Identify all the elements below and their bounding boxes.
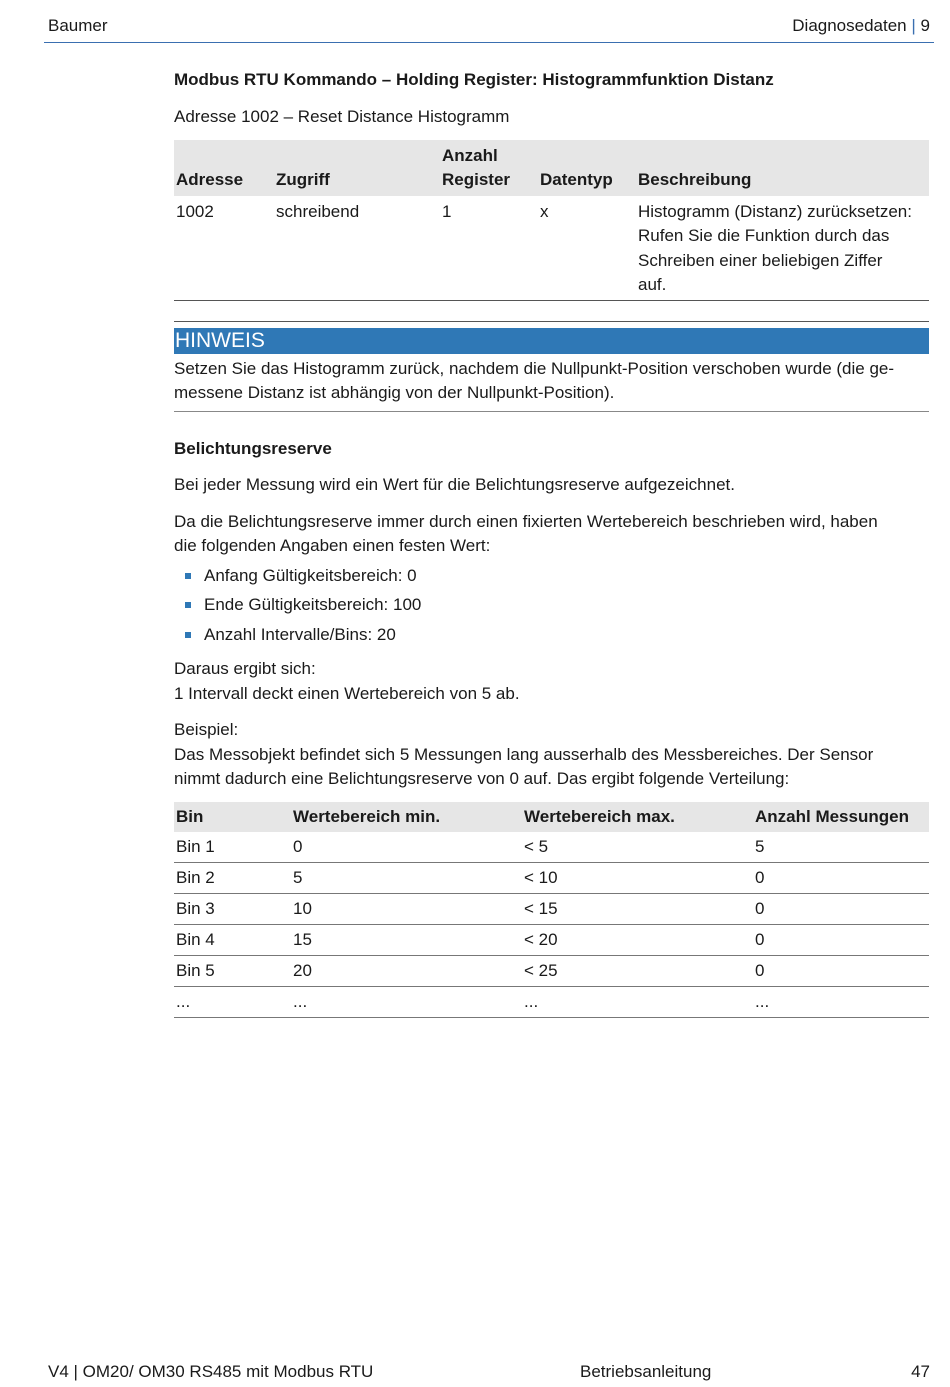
bullet-icon — [185, 632, 191, 638]
col-header-min: Wertebereich min. — [291, 802, 522, 832]
bin-table — [174, 802, 929, 1018]
result-paragraph — [174, 657, 929, 706]
cell-max: < 5 — [522, 832, 753, 863]
cell-bin: Bin 5 — [174, 955, 291, 986]
page-number: 47 — [911, 1362, 930, 1381]
col-header-max: Wertebereich max. — [522, 802, 753, 832]
cell-datentyp: x — [540, 201, 549, 221]
cell-min: 5 — [291, 862, 522, 893]
cell-bin: Bin 3 — [174, 893, 291, 924]
hinweis-text — [174, 357, 929, 406]
table-row — [174, 862, 929, 893]
hinweis-title: HINWEIS — [174, 328, 929, 354]
paragraph — [174, 510, 929, 559]
cell-count: 0 — [753, 955, 929, 986]
belichtungsreserve-heading: Belichtungsreserve — [174, 438, 332, 458]
list-item — [174, 561, 929, 591]
paragraph-line: Beispiel: — [174, 720, 239, 739]
footer-document-type: Betriebsanleitung — [580, 1362, 712, 1381]
hinweis-box — [174, 321, 929, 412]
paragraph-line: 1 Intervall deckt einen Wertebereich von 5 ab. — [174, 683, 520, 703]
beschreibung-line: auf. — [638, 275, 667, 294]
paragraph-line: Das Messobjekt befindet sich 5 Messungen lang ausserhalb des Messbereiches. Der Sensor — [174, 744, 874, 764]
list-item — [174, 590, 929, 620]
cell-bin: Bin 4 — [174, 924, 291, 955]
header-brand: Baumer — [48, 16, 108, 35]
header-title: Diagnosedaten — [792, 16, 907, 35]
hinweis-line: Setzen Sie das Histogramm zurück, nachdem die Nullpunkt-Position verschoben wurde (die ge- — [174, 358, 895, 378]
col-header-adresse: Adresse — [174, 140, 274, 196]
list-item-text: Anfang Gültigkeitsbereich: 0 — [204, 565, 417, 585]
cell-bin: Bin 2 — [174, 862, 291, 893]
cell-min: 0 — [291, 832, 522, 863]
bullet-list — [174, 561, 929, 650]
beschreibung-line: Rufen Sie die Funktion durch das — [638, 226, 890, 245]
table-row — [174, 893, 929, 924]
list-item-text: Anzahl Intervalle/Bins: 20 — [204, 624, 396, 644]
cell-count: 0 — [753, 893, 929, 924]
cell-bin: ... — [174, 986, 291, 1017]
table-row — [174, 832, 929, 863]
header-separator: | — [911, 16, 916, 35]
paragraph: Bei jeder Messung wird ein Wert für die Belichtungsreserve aufgezeichnet. — [174, 475, 735, 494]
col-header-datentyp: Datentyp — [538, 140, 636, 196]
col-header-bin: Bin — [174, 802, 291, 832]
paragraph-line: Daraus ergibt sich: — [174, 659, 316, 678]
cell-bin: Bin 1 — [174, 832, 291, 863]
cell-min: 15 — [291, 924, 522, 955]
paragraph-line: Da die Belichtungsreserve immer durch einen fixierten Wertebereich beschrieben wird, haben — [174, 511, 878, 531]
table-header-row — [174, 140, 929, 196]
cell-count: ... — [753, 986, 929, 1017]
table-row — [174, 196, 929, 301]
list-item — [174, 620, 929, 650]
cell-max: ... — [522, 986, 753, 1017]
cell-count: 0 — [753, 862, 929, 893]
hinweis-line: messene Distanz ist abhängig von der Nullpunkt-Position). — [174, 383, 615, 402]
bullet-icon — [185, 602, 191, 608]
footer-document-id: V4 | OM20/ OM30 RS485 mit Modbus RTU — [48, 1362, 374, 1381]
header-chapter-number: 9 — [920, 16, 930, 35]
paragraph-line: nimmt dadurch eine Belichtungsreserve von 0 auf. Das ergibt folgende Verteilung: — [174, 769, 790, 788]
paragraph-line: die folgenden Angaben einen festen Wert: — [174, 536, 491, 555]
col-header-register: Register — [442, 169, 511, 189]
header-chapter — [792, 16, 930, 36]
cell-anzahl: 1 — [442, 201, 452, 221]
col-header-beschreibung: Beschreibung — [636, 140, 929, 196]
section-heading: Modbus RTU Kommando – Holding Register: Histogrammfunktion Distanz — [174, 70, 774, 89]
cell-zugriff: schreibend — [276, 201, 360, 221]
col-header-zugriff: Zugriff — [274, 140, 440, 196]
beschreibung-line: Schreiben einer beliebigen Ziffer — [638, 250, 883, 270]
cell-min: 10 — [291, 893, 522, 924]
col-header-anzahl-register — [440, 140, 538, 196]
cell-count: 5 — [753, 832, 929, 863]
table-header-row — [174, 802, 929, 832]
col-header-anzahl-messungen: Anzahl Messungen — [753, 802, 929, 832]
cell-adresse: 1002 — [176, 201, 214, 221]
col-header-anzahl: Anzahl — [442, 145, 498, 165]
cell-max: < 25 — [522, 955, 753, 986]
example-paragraph — [174, 718, 929, 792]
cell-beschreibung — [636, 196, 929, 301]
table-row — [174, 924, 929, 955]
cell-min: 20 — [291, 955, 522, 986]
beschreibung-line: Histogramm (Distanz) zurücksetzen: — [638, 201, 912, 221]
page-content — [174, 68, 929, 1018]
section-subheading: Adresse 1002 – Reset Distance Histogramm — [174, 107, 510, 126]
cell-min: ... — [291, 986, 522, 1017]
register-table — [174, 140, 929, 301]
cell-max: < 10 — [522, 862, 753, 893]
cell-max: < 20 — [522, 924, 753, 955]
page-header — [44, 14, 934, 43]
cell-max: < 15 — [522, 893, 753, 924]
bullet-icon — [185, 573, 191, 579]
cell-count: 0 — [753, 924, 929, 955]
table-row — [174, 955, 929, 986]
list-item-text: Ende Gültigkeitsbereich: 100 — [204, 595, 422, 614]
table-row — [174, 986, 929, 1017]
